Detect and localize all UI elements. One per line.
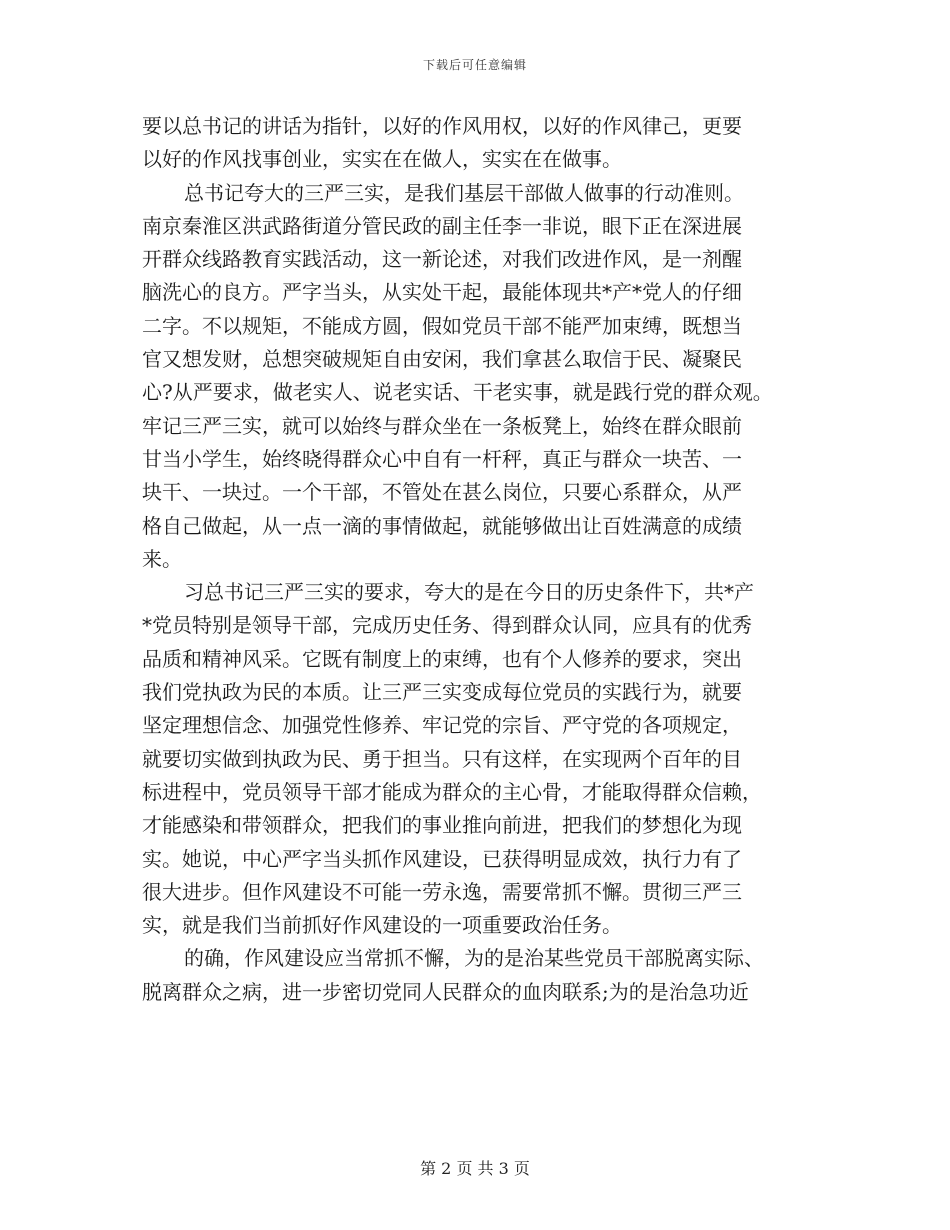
text-line: 坚定理想信念、加强党性修养、牢记党的宗旨、严守党的各项规定， (142, 713, 742, 738)
text-line: 南京秦淮区洪武路街道分管民政的副主任李一非说，眼下正在深进展 (142, 213, 742, 238)
paragraph-start-line: 习总书记三严三实的要求，夸大的是在今日的历史条件下，共*产 (184, 580, 754, 605)
document-body (142, 110, 822, 1009)
text-line: 脱离群众之病，进一步密切党同人民群众的血肉联系;为的是治急功近 (142, 979, 749, 1004)
text-line: 实。她说，中心严字当头抓作风建设，已获得明显成效，执行力有了 (142, 846, 742, 871)
text-line: *党员特别是领导干部，完成历史任务、得到群众认同，应具有的优秀 (142, 613, 752, 638)
text-line: 就要切实做到执政为民、勇于担当。只有这样，在实现两个百年的目 (142, 746, 742, 771)
page-number-footer: 第 2 页 共 3 页 (420, 1159, 530, 1178)
text-line: 块干、一块过。一个干部，不管处在甚么岗位，只要心系群众，从严 (142, 480, 742, 505)
text-line: 实，就是我们当前抓好作风建设的一项重要政治任务。 (142, 913, 622, 938)
text-line: 甘当小学生，始终晓得群众心中自有一杆秤，真正与群众一块苦、一 (142, 446, 742, 471)
text-line: 以好的作风找事创业，实实在在做人，实实在在做事。 (142, 147, 622, 172)
text-line: 标进程中，党员领导干部才能成为群众的主心骨，才能取得群众信赖， (142, 779, 762, 804)
text-line: 很大进步。但作风建设不可能一劳永逸，需要常抓不懈。贯彻三严三 (142, 879, 742, 904)
page-header: 下载后可任意编辑 (422, 58, 527, 72)
text-line: 开群众线路教育实践活动，这一新论述，对我们改进作风，是一剂醒 (142, 247, 742, 272)
text-line: 格自己做起，从一点一滴的事情做起，就能够做出让百姓满意的成绩 (142, 513, 742, 538)
text-line: 来。 (142, 546, 182, 571)
paragraph-start-line: 的确，作风建设应当常抓不懈，为的是治某些党员干部脱离实际、 (184, 946, 764, 971)
text-line: 官又想发财，总想突破规矩自由安闲，我们拿甚么取信于民、凝聚民 (142, 347, 742, 372)
text-line: 才能感染和带领群众，把我们的事业推向前进，把我们的梦想化为现 (142, 813, 742, 838)
text-line: 脑洗心的良方。严字当头，从实处干起，最能体现共*产*党人的仔细 (142, 280, 742, 305)
text-line: 心?从严要求，做老实人、说老实话、干老实事，就是践行党的群众观。 (142, 380, 773, 405)
text-line: 我们党执政为民的本质。让三严三实变成每位党员的实践行为，就要 (142, 680, 742, 705)
text-line: 牢记三严三实，就可以始终与群众坐在一条板凳上，始终在群众眼前 (142, 413, 742, 438)
paragraph-start-line: 总书记夸大的三严三实，是我们基层干部做人做事的行动准则。 (184, 180, 744, 205)
text-line: 品质和精神风采。它既有制度上的束缚，也有个人修养的要求，突出 (142, 646, 742, 671)
text-line: 要以总书记的讲话为指针，以好的作风用权，以好的作风律己，更要 (142, 114, 742, 138)
text-line: 二字。不以规矩，不能成方圆，假如党员干部不能严加束缚，既想当 (142, 313, 742, 338)
